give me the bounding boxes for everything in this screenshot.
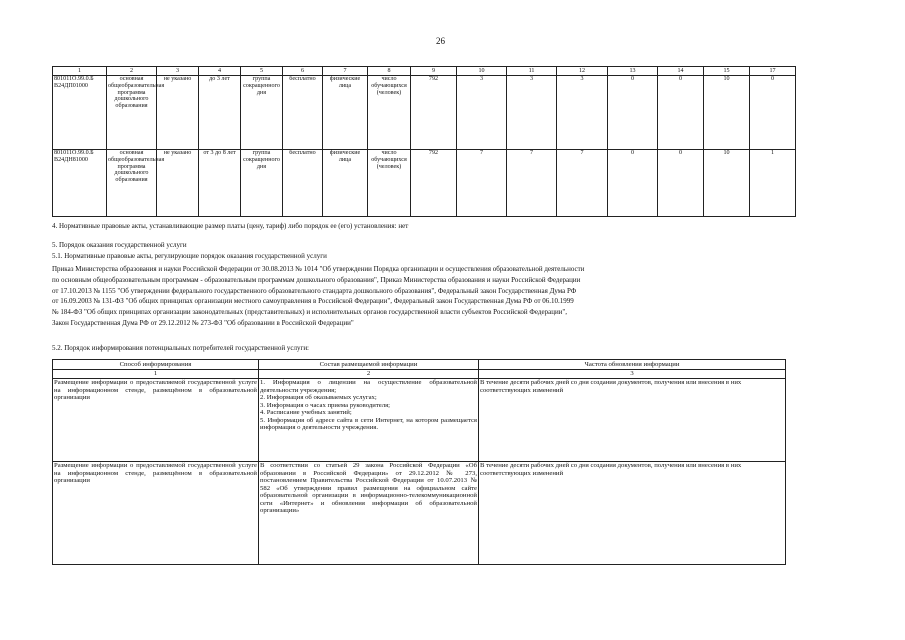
column-number-cell: 2 <box>259 370 479 379</box>
table-row <box>53 379 786 462</box>
table-cell: не указано <box>157 150 199 217</box>
content-item: В соответствии со статьей 29 закона Российской Федерации «Об образовании в Российской Федерации» от 29.12.2012 № 273, постановлением Правительства Российской Федерации от 10.07.2013 № 582 «Об утверждении правил размещения на официальном сайте образовательной организации в информационно-телекоммуникационной сети «Интернет» и обновления информации об образовательной организации» <box>260 462 477 514</box>
header-cell: 5 <box>241 67 283 76</box>
value-cell: 0 <box>608 76 658 150</box>
page-number: 26 <box>436 36 445 46</box>
header-cell: 12 <box>557 67 608 76</box>
value-cell: 0 <box>658 150 704 217</box>
header-cell: Способ информирования <box>53 360 259 370</box>
legal-acts-line: от 17.10.2013 № 1155 "Об утверждении федерального государственного образовательного стандарта дошкольного образования", Федеральный закон Государственная Дума РФ <box>52 286 577 295</box>
registry-code-cell: 801011О.99.0.Б В24ДН81000 <box>53 150 107 217</box>
table-header-row <box>53 67 796 76</box>
table-cell: число обучающихся (человек) <box>368 76 411 150</box>
registry-code-cell: 801011О.99.0.Б В24ДП01000 <box>53 76 107 150</box>
method-cell: Размещение информации о предоставляемой государственной услуге на информационном стенде, размещённом в образовательной организации <box>53 462 259 565</box>
table-cell: не указано <box>157 76 199 150</box>
table-cell: группа сокращенного дня <box>241 76 283 150</box>
content-item: 1. Информация о лицензии на осуществление образовательной деятельности учреждения; <box>260 379 477 394</box>
value-cell: 3 <box>507 76 557 150</box>
frequency-cell: В течение десяти рабочих дней со дня создания документов, получения или внесения в них соответствующих изменений <box>479 462 786 565</box>
section-5-1-title: 5.1. Нормативные правовые акты, регулирующие порядок оказания государственной услуги <box>52 252 327 260</box>
header-cell: 10 <box>457 67 507 76</box>
header-cell: Состав размещаемой информации <box>259 360 479 370</box>
table-row <box>53 150 796 217</box>
service-indicators-table <box>52 66 796 217</box>
header-cell: Частота обновления информации <box>479 360 786 370</box>
legal-acts-line: Приказ Министерства образования и науки Российской Федерации от 30.08.2013 № 1014 "Об утверждении Порядка организации и осуществления образовательной деятельности <box>52 265 585 273</box>
table-cell: 792 <box>411 76 457 150</box>
age-cell: до 3 лет <box>199 76 241 150</box>
value-cell: 3 <box>457 76 507 150</box>
table-header-row <box>53 360 786 370</box>
value-cell: 3 <box>557 76 608 150</box>
header-cell: 2 <box>107 67 157 76</box>
header-cell: 7 <box>323 67 368 76</box>
legal-acts-line: № 184-ФЗ "Об общих принципах организации законодательных (представительных) и исполнительных органов государственной власти субъектов Российской Федерации", <box>52 308 568 317</box>
table-cell: бесплатно <box>283 150 323 217</box>
header-cell: 15 <box>704 67 750 76</box>
content-item: 5. Информация об адресе сайта в сети Интернет, на котором размещается информация о деятельности учреждения. <box>260 416 477 431</box>
frequency-cell: В течение десяти рабочих дней со дня создания документов, получения или внесения в них соответствующих изменений <box>479 379 786 462</box>
header-cell: 11 <box>507 67 557 76</box>
value-cell: 7 <box>557 150 608 217</box>
table-cell: бесплатно <box>283 76 323 150</box>
section-5-2-title: 5.2. Порядок информирования потенциальных потребителей государственной услуги: <box>52 344 310 352</box>
program-cell: основная общеобразовательная программа дошкольного образования <box>107 150 157 217</box>
header-cell: 4 <box>199 67 241 76</box>
legal-acts-line: по основным общеобразовательным программам - образовательным программам дошкольного образования", Приказ Министерства образования и науки Российской Федерации <box>52 275 581 284</box>
age-cell: от 3 до 8 лет <box>199 150 241 217</box>
table-cell: физические лица <box>323 76 368 150</box>
table-cell: группа сокращенного дня <box>241 150 283 217</box>
value-cell: 0 <box>608 150 658 217</box>
header-cell: 13 <box>608 67 658 76</box>
informing-table <box>52 359 786 565</box>
header-cell: 6 <box>283 67 323 76</box>
header-cell: 1 <box>53 67 107 76</box>
header-cell: 3 <box>157 67 199 76</box>
value-cell: 0 <box>750 76 796 150</box>
section-5-title: 5. Порядок оказания государственной услуги <box>52 241 187 249</box>
column-number-cell: 3 <box>479 370 786 379</box>
header-cell: 17 <box>750 67 796 76</box>
column-number-cell: 1 <box>53 370 259 379</box>
section-4-text: 4. Нормативные правовые акты, устанавливающие размер платы (цену, тариф) либо порядок ее (его) установления: нет <box>52 222 409 230</box>
table-cell: число обучающихся (человек) <box>368 150 411 217</box>
value-cell: 7 <box>507 150 557 217</box>
value-cell: 1 <box>750 150 796 217</box>
value-cell: 7 <box>457 150 507 217</box>
value-cell: 10 <box>704 150 750 217</box>
column-number-row <box>53 370 786 379</box>
table-cell: 792 <box>411 150 457 217</box>
content-item: 3. Информация о часах приема руководителя; <box>260 401 391 409</box>
legal-acts-line: Закон Государственная Дума РФ от 29.12.2012 № 273-ФЗ "Об образовании в Российской Федерации" <box>52 318 354 327</box>
header-cell: 8 <box>368 67 411 76</box>
header-cell: 14 <box>658 67 704 76</box>
table-row <box>53 462 786 565</box>
header-cell: 9 <box>411 67 457 76</box>
method-cell: Размещение информации о предоставляемой государственной услуге на информационном стенде, размещённом в образовательной организации <box>53 379 259 462</box>
program-cell: основная общеобразовательная программа дошкольного образования <box>107 76 157 150</box>
legal-acts-line: от 16.09.2003 № 131-ФЗ "Об общих принципах организации местного самоуправления в Российской Федерации", Федеральный закон Государственная Дума РФ от 06.10.1999 <box>52 297 574 306</box>
table-cell: физические лица <box>323 150 368 217</box>
content-cell <box>259 462 479 565</box>
value-cell: 10 <box>704 76 750 150</box>
content-cell <box>259 379 479 462</box>
content-item: 2. Информация об оказываемых услугах; <box>260 394 377 401</box>
legal-acts-paragraph <box>52 264 812 329</box>
content-item: 4. Расписание учебных занятий; <box>260 409 352 416</box>
table-row <box>53 76 796 150</box>
value-cell: 0 <box>658 76 704 150</box>
